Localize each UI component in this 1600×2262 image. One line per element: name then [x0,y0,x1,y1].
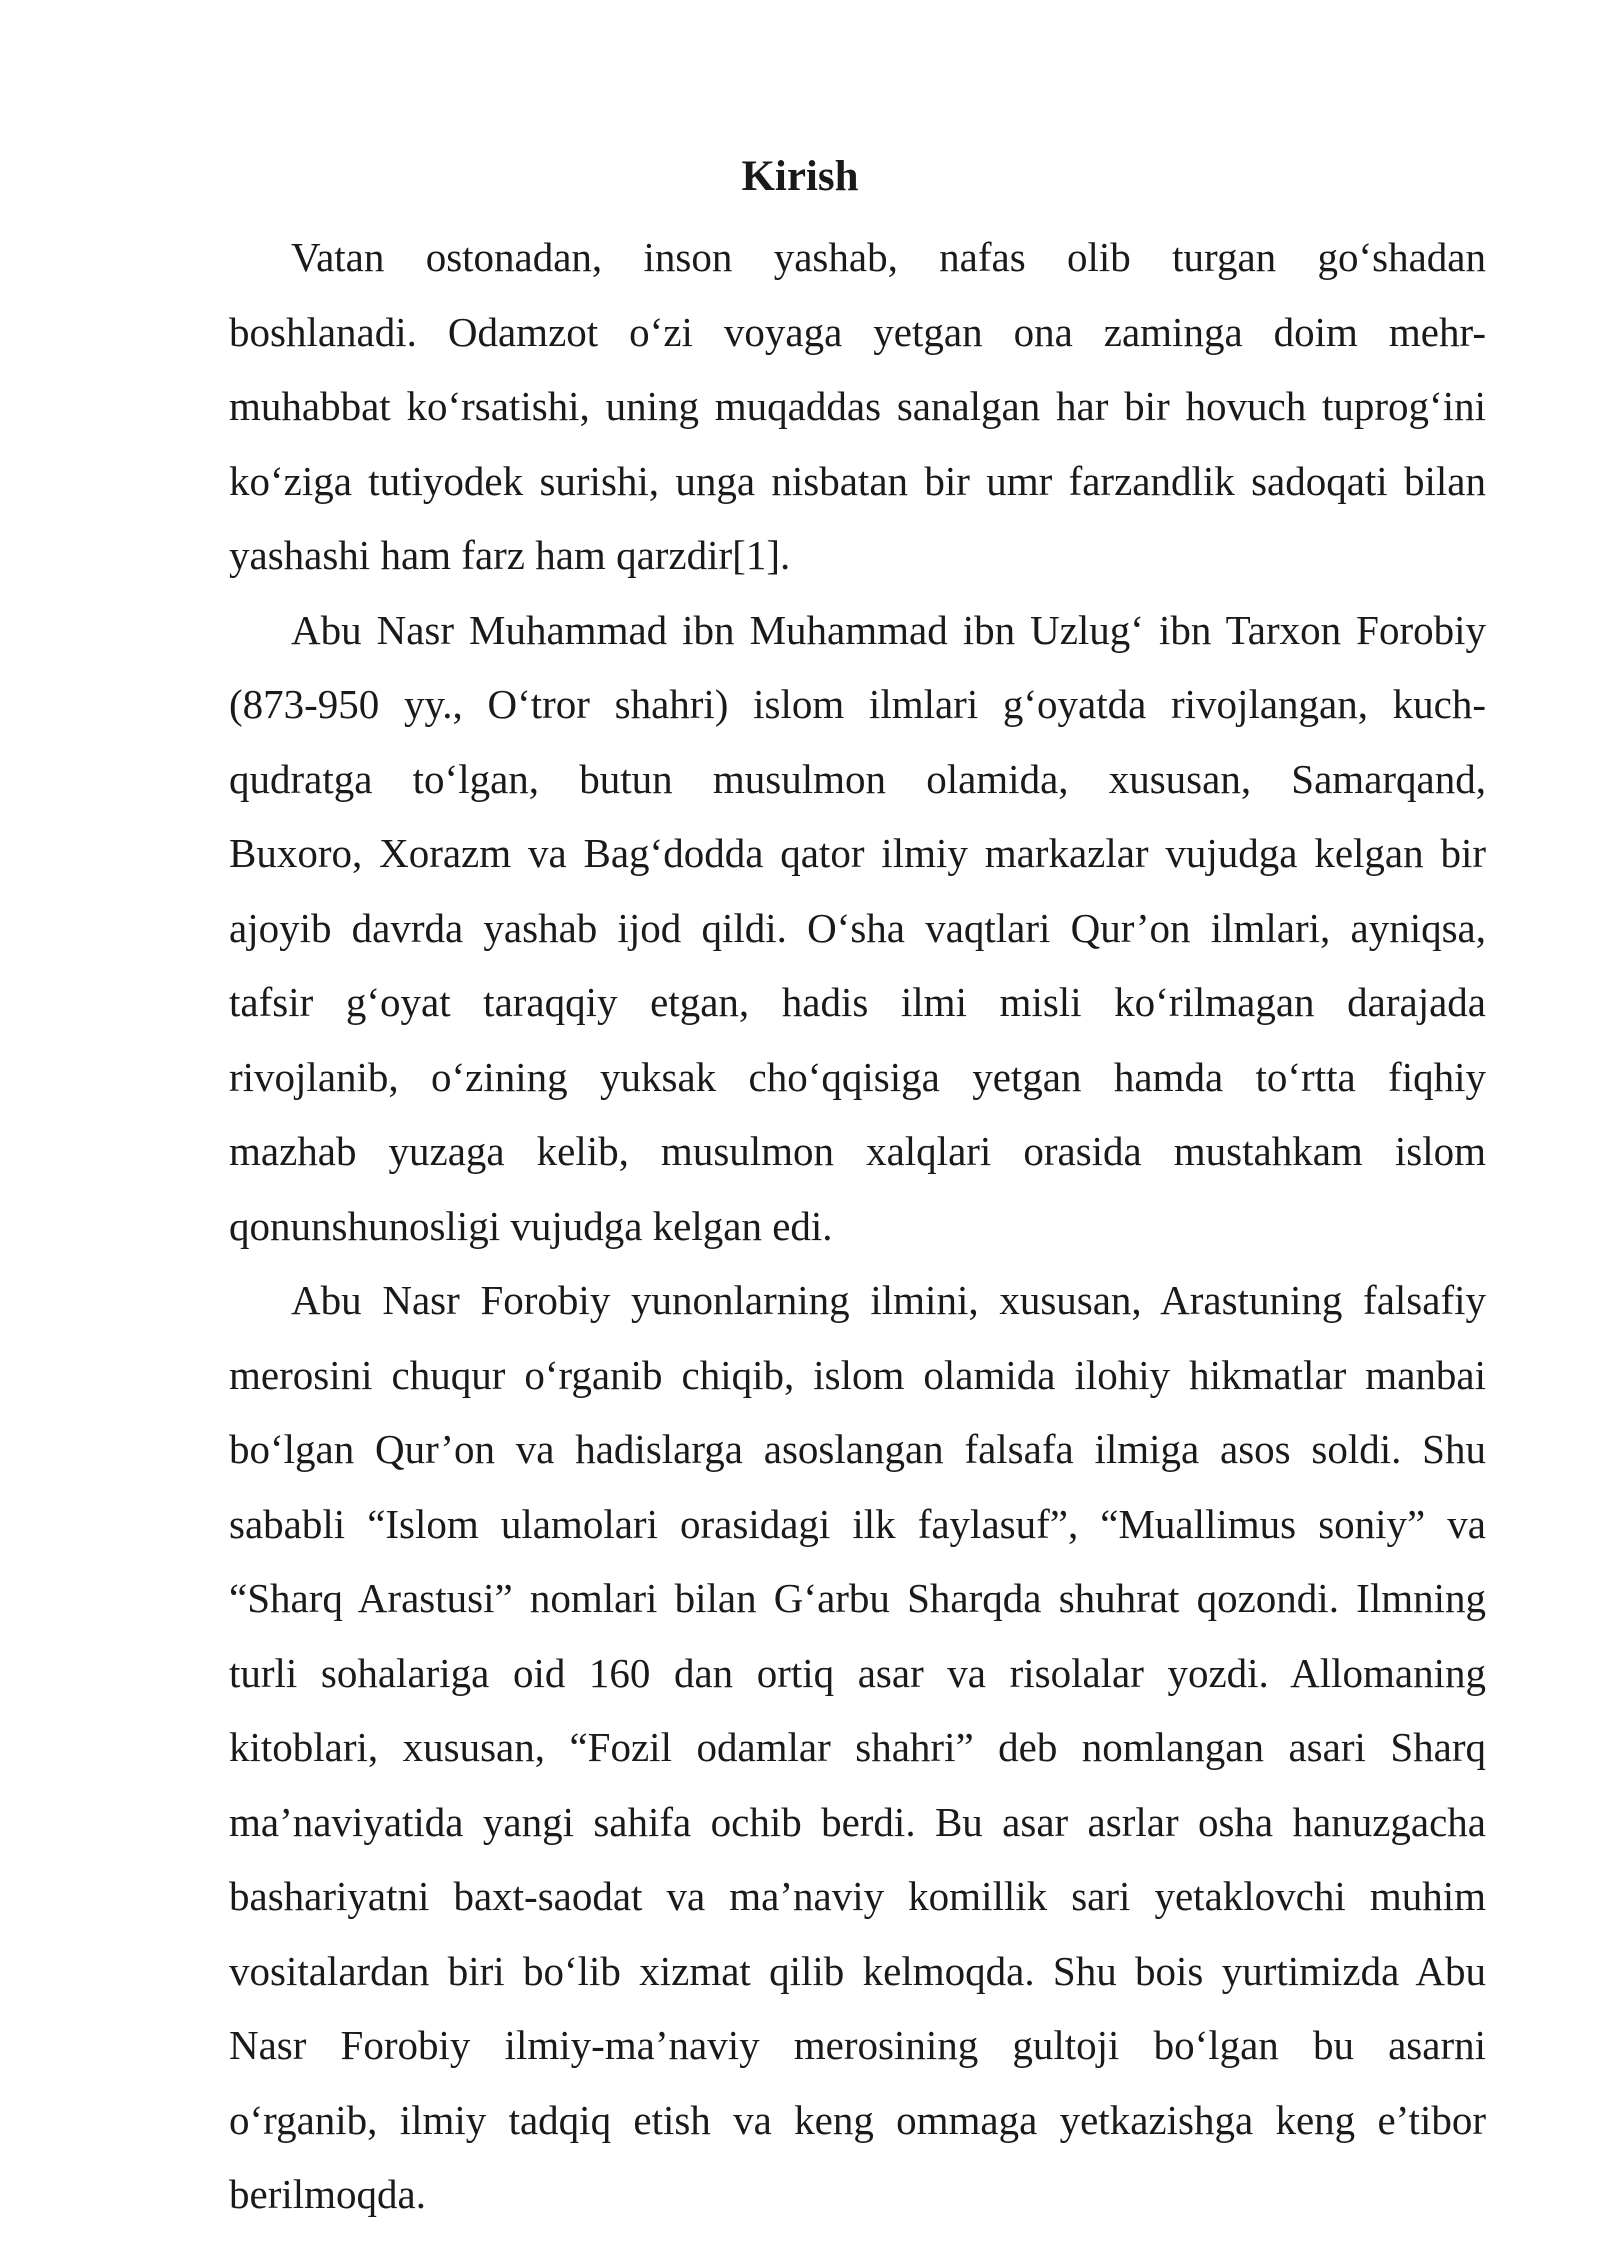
text-line: Abu Nasr Muhammad ibn Muhammad ibn Uzlug‘ ibn Tarxon Forobiy [291,606,1486,653]
text-line: qudratga to‘lgan, butun musulmon olamida, xususan, Samarqand, [229,755,1486,802]
text-line: Abu Nasr Forobiy yunonlarning ilmini, xususan, Arastuning falsafiy [291,1277,1486,1323]
text-line: turli sohalariga oid 160 dan ortiq asar va risolalar yozdi. Allomaning [229,1649,1486,1696]
text-line: berilmoqda. [229,2171,426,2217]
text-line: tafsir g‘oyat taraqqiy etgan, hadis ilmi misli ko‘rilmagan darajada [229,979,1486,1025]
text-line: (873-950 yy., O‘tror shahri) islom ilmlari g‘oyatda rivojlangan, kuch- [229,681,1486,727]
page-title: Kirish [741,153,859,200]
text-line: merosini chuqur o‘rganib chiqib, islom olamida ilohiy hikmatlar manbai [229,1351,1486,1398]
text-line: “Sharq Arastusi” nomlari bilan G‘arbu Sharqda shuhrat qozondi. Ilmning [229,1575,1486,1621]
text-line: kitoblari, xususan, “Fozil odamlar shahri” deb nomlangan asari Sharq [229,1724,1486,1770]
text-line: boshlanadi. Odamzot o‘zi voyaga yetgan ona zaminga doim mehr- [229,308,1486,355]
paragraph [229,593,1486,1264]
text-line: rivojlanib, o‘zining yuksak cho‘qqisiga yetgan hamda to‘rtta fiqhiy [229,1053,1486,1100]
text-line: Vatan ostonadan, inson yashab, nafas olib turgan go‘shadan [291,234,1486,280]
text-line: Buxoro, Xorazm va Bag‘dodda qator ilmiy markazlar vujudga kelgan bir [229,830,1486,876]
text-line: ko‘ziga tutiyodek surishi, unga nisbatan bir umr farzandlik sadoqati bilan [229,457,1486,504]
text-line: sababli “Islom ulamolari orasidagi ilk faylasuf”, “Muallimus soniy” va [229,1500,1486,1547]
text-line: ajoyib davrda yashab ijod qildi. O‘sha vaqtlari Qur’on ilmlari, ayniqsa, [229,904,1486,951]
text-line: qonunshunosligi vujudga kelgan edi. [229,1202,833,1249]
text-line: yashashi ham farz ham qarzdir[1]. [229,532,791,578]
text-line: mazhab yuzaga kelib, musulmon xalqlari orasida mustahkam islom [229,1128,1486,1174]
text-line: vositalardan biri bo‘lib xizmat qilib kelmoqda. Shu bois yurtimizda Abu [229,1947,1486,1994]
text-line: Nasr Forobiy ilmiy-ma’naviy merosining gultoji bo‘lgan bu asarni [229,2022,1486,2068]
text-line: ma’naviyatida yangi sahifa ochib berdi. Bu asar asrlar osha hanuzgacha [229,1798,1486,1845]
text-line: bo‘lgan Qur’on va hadislarga asoslangan falsafa ilmiga asos soldi. Shu [229,1426,1486,1472]
body-text [229,220,1486,2232]
text-line: muhabbat ko‘rsatishi, uning muqaddas sanalgan har bir hovuch tuprog‘ini [229,383,1486,429]
text-line: bashariyatni baxt-saodat va ma’naviy komillik sari yetaklovchi muhim [229,1873,1486,1919]
text-line: o‘rganib, ilmiy tadqiq etish va keng ommaga yetkazishga keng e’tibor [229,2096,1486,2143]
paragraph [229,220,1486,593]
paragraph [229,1263,1486,2232]
